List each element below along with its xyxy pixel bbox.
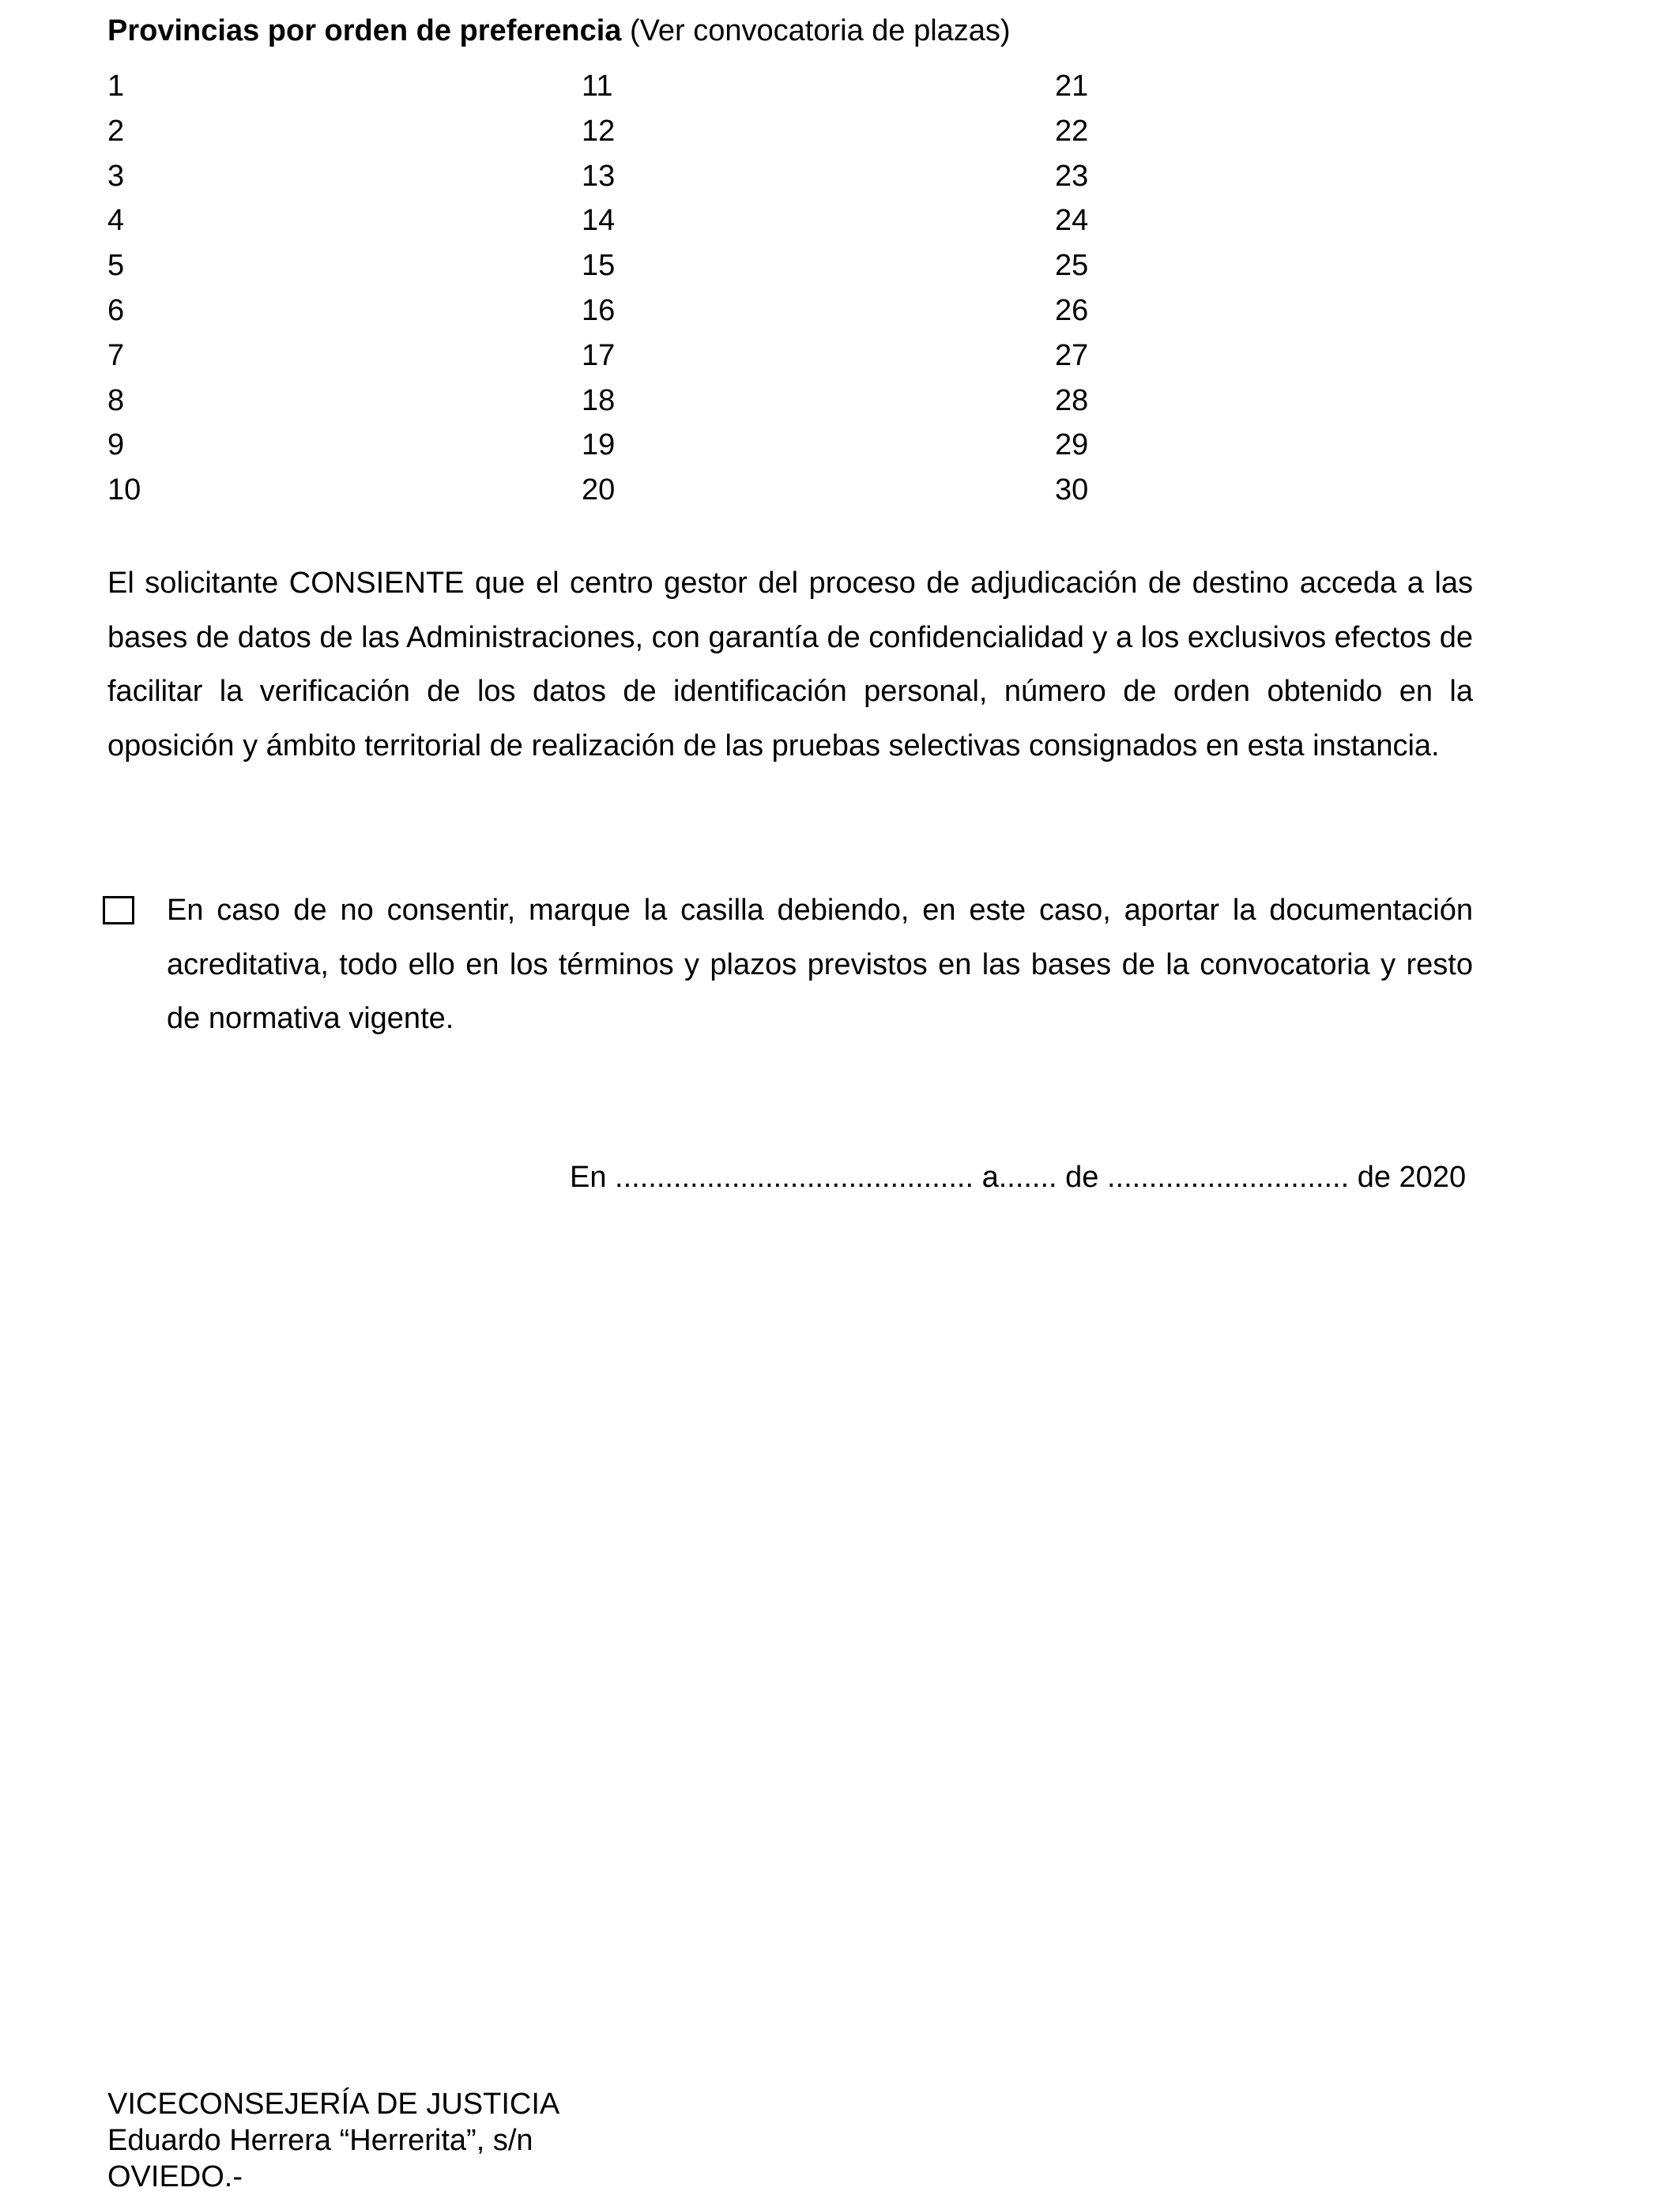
- preference-number: 18: [582, 383, 616, 417]
- office-street: Eduardo Herrera “Herrerita”, s/n: [107, 2124, 533, 2157]
- signature-date-line: En ........................................... a....... de ............................. de 2020: [570, 1161, 1467, 1194]
- preference-number: 20: [582, 473, 616, 507]
- preference-number: 1: [107, 70, 125, 103]
- office-address: [107, 2086, 559, 2195]
- preference-number: 22: [1055, 114, 1089, 148]
- preference-number: 13: [582, 159, 616, 193]
- preference-number: 12: [582, 114, 616, 148]
- preference-column-2: [582, 64, 615, 513]
- preference-number: 14: [582, 204, 616, 238]
- heading-bold: Provincias por orden de preferencia: [107, 14, 622, 47]
- preference-number: 24: [1055, 204, 1089, 238]
- preference-number: 25: [1055, 249, 1089, 283]
- preference-number: 4: [107, 204, 125, 238]
- no-consent-label: En caso de no consentir, marque la casilla debiendo, en este caso, aportar la documentación acreditativa, todo ello en los términos y plazos previstos en las bases de la convocatoria y resto de normativa vigente.: [167, 894, 1473, 1035]
- no-consent-checkbox[interactable]: [103, 896, 134, 924]
- preference-number: 29: [1055, 428, 1089, 462]
- preference-number: 23: [1055, 159, 1089, 193]
- heading-note: (Ver convocatoria de plazas): [621, 14, 1011, 47]
- preference-number: 21: [1055, 70, 1089, 103]
- preference-number: 30: [1055, 473, 1089, 507]
- preference-number: 6: [107, 293, 125, 327]
- preference-number: 17: [582, 338, 616, 372]
- office-name: VICECONSEJERÍA DE JUSTICIA: [107, 2088, 560, 2121]
- preference-number: 16: [582, 293, 616, 327]
- preference-number: 8: [107, 383, 125, 417]
- preference-number: 9: [107, 428, 125, 462]
- preference-number: 26: [1055, 293, 1089, 327]
- section-heading: [107, 13, 1011, 49]
- preference-number: 7: [107, 338, 125, 372]
- preference-number: 28: [1055, 383, 1089, 417]
- preference-number: 11: [582, 70, 613, 103]
- preference-number: 27: [1055, 338, 1089, 372]
- preference-number: 3: [107, 159, 125, 193]
- preference-number: 19: [582, 428, 616, 462]
- preference-number: 5: [107, 249, 125, 283]
- preference-number: 2: [107, 114, 125, 148]
- consent-paragraph: El solicitante CONSIENTE que el centro gestor del proceso de adjudicación de destino acceda a las bases de datos de las Administraciones, con garantía de confidencialidad y a los exclusivos efectos de facilitar la verificación de los datos de identificación personal, número de orden obtenido en la oposición y ámbito territorial de realización de las pruebas selectivas consignados en esta instancia.: [107, 567, 1473, 762]
- preference-column-3: [1055, 64, 1088, 513]
- preference-column-1: [107, 64, 141, 513]
- preference-number: 15: [582, 249, 616, 283]
- preference-number: 10: [107, 473, 141, 507]
- office-city: OVIEDO.-: [107, 2160, 243, 2193]
